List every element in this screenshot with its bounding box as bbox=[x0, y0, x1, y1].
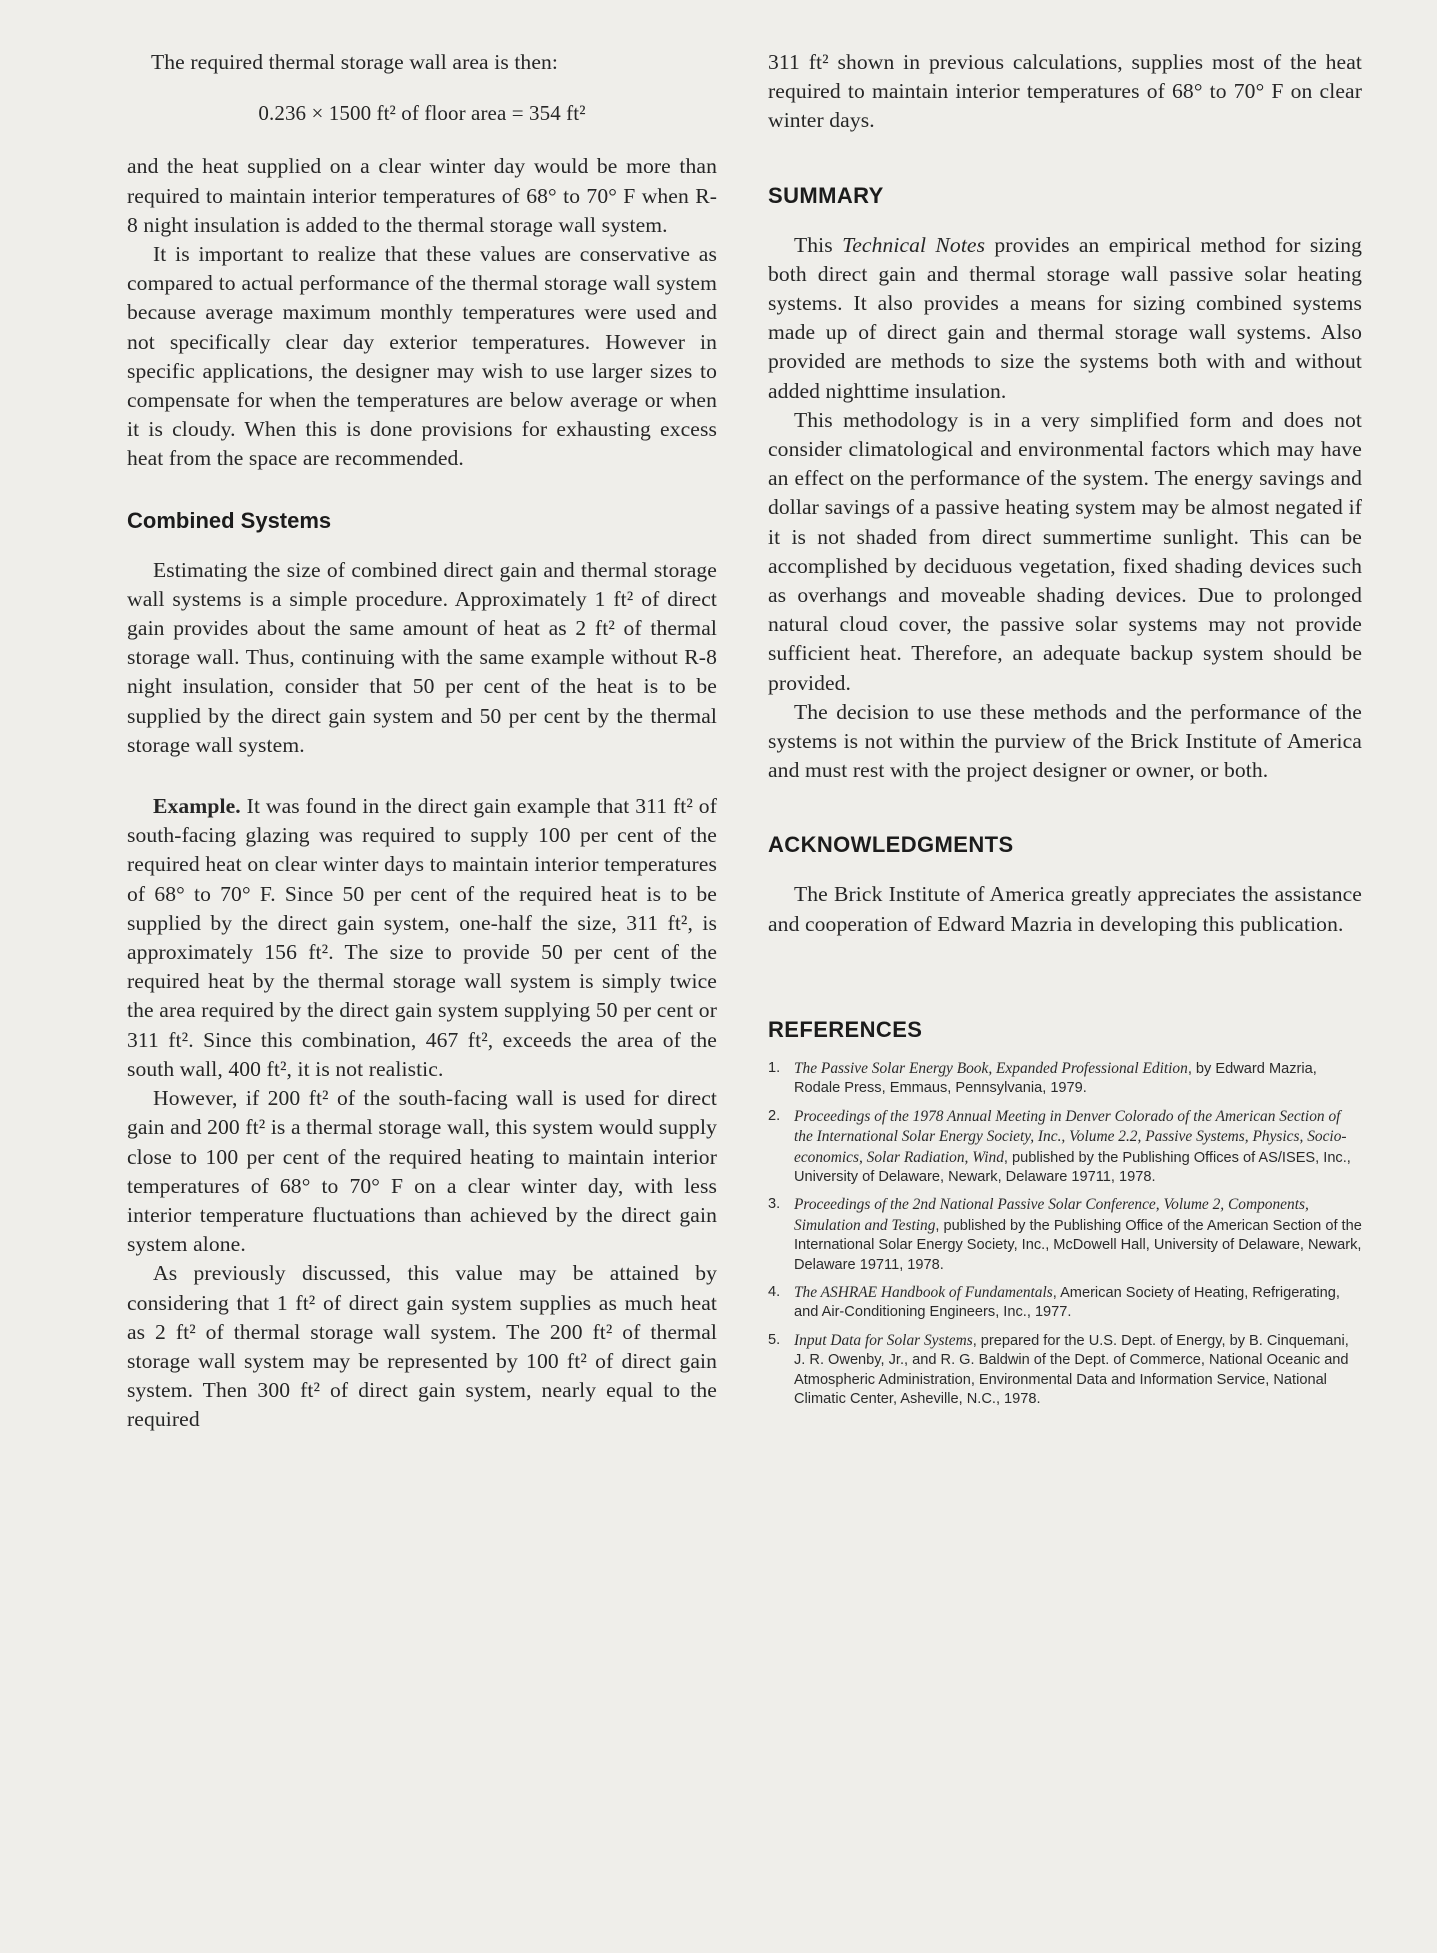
example-text: It was found in the direct gain example that 311 ft² of south-facing glazing was required to supply 100 per cent of the required heat on clear winter days to maintain interior temperatures of 68° to 70° F. Since 50 per cent of the required heat is to be supplied by the direct gain system, one-half the size, 311 ft², is approximately 156 ft². The size to provide 50 per cent of the required heat by the thermal storage wall system is simply twice the area required by the direct gain system supplying 50 per cent or 311 ft². Since this combination, 467 ft², exceeds the area of the south wall, 400 ft², it is not realistic. bbox=[127, 794, 717, 1081]
reference-number: 5. bbox=[768, 1331, 781, 1348]
heading-combined-systems: Combined Systems bbox=[127, 507, 332, 533]
reference-title: Proceedings of the 2nd National Passive Solar Conference, Volume 2, Components, Simulation and Testing bbox=[794, 1196, 1309, 1234]
reference-title: The Passive Solar Energy Book, Expanded Professional Edition bbox=[794, 1059, 1188, 1077]
reference-item bbox=[768, 1107, 1362, 1188]
references-list bbox=[768, 1059, 1362, 1410]
reference-item bbox=[768, 1195, 1362, 1275]
paragraph-continuation: 311 ft² shown in previous calculations, supplies most of the heat required to maintain interior temperatures of 68° to 70° F on clear winter days. bbox=[768, 50, 1362, 133]
paragraph-example bbox=[127, 792, 717, 1084]
heading-references: REFERENCES bbox=[768, 1016, 923, 1042]
reference-number: 1. bbox=[768, 1059, 781, 1076]
heading-summary: SUMMARY bbox=[768, 182, 884, 208]
reference-item bbox=[768, 1283, 1362, 1323]
reference-number: 4. bbox=[768, 1283, 781, 1300]
reference-number: 2. bbox=[768, 1107, 781, 1124]
summary-pre: This bbox=[794, 232, 843, 257]
paragraph-heat-supplied: and the heat supplied on a clear winter day would be more than required to maintain interior temperatures of 68° to 70° F when R-8 night insulation is added to the thermal storage wall system. bbox=[127, 154, 717, 237]
left-column bbox=[127, 48, 717, 1435]
paragraph-combined-systems: Estimating the size of combined direct gain and thermal storage wall systems is a simple procedure. Approximately 1 ft² of direct gain provides about the same amount of heat as 2 ft² of thermal storage wall. Thus, continuing with the same example without R-8 night insulation, consider that 50 per cent of the heat is to be supplied by the direct gain system and 50 per cent by the thermal storage wall system. bbox=[127, 557, 717, 757]
right-column bbox=[768, 48, 1362, 1417]
reference-details: , by Edward Mazria, Rodale Press, Emmaus, Pennsylvania, 1979. bbox=[794, 1060, 1317, 1097]
reference-details: , published by the Publishing Offices of AS/ISES, Inc., University of Delaware, Newark, Delaware 19711, 1978. bbox=[794, 1149, 1351, 1185]
reference-details: , published by the Publishing Office of the American Section of the International Solar Energy Society, Inc., McDowell Hall, University of Delaware, Newark, Delaware 19711, 1978. bbox=[794, 1217, 1362, 1273]
reference-item bbox=[768, 1059, 1362, 1099]
paragraph-summary-2: This methodology is in a very simplified form and does not consider climatological and environmental factors which may have an effect on the performance of the system. The energy savings and dollar savings of a passive heating system may be almost negated if it is not shaded from direct summertime sunlight. This can be accomplished by deciduous vegetation, fixed shading devices such as overhangs and moveable shading devices. Due to prolonged natural cloud cover, the passive solar systems may not provide sufficient heat. Therefore, an adequate backup system should be provided. bbox=[768, 407, 1362, 695]
heading-acknowledgments: ACKNOWLEDGMENTS bbox=[768, 832, 1014, 858]
intro-line: The required thermal storage wall area is then: bbox=[151, 50, 559, 74]
paragraph-summary-1 bbox=[768, 231, 1362, 406]
reference-number: 3. bbox=[768, 1196, 781, 1213]
reference-details: , prepared for the U.S. Dept. of Energy, by B. Cinquemani, J. R. Owenby, Jr., and R. G. Baldwin of the Dept. of Commerce, National Oceanic and Atmospheric Administration, Environmental Data and Information Service, National Climatic Center, Asheville, N.C., 1978. bbox=[794, 1332, 1349, 1407]
reference-details: , American Society of Heating, Refrigerating, and Air-Conditioning Engineers, Inc., 1977. bbox=[794, 1284, 1340, 1321]
paragraph-as-previously: As previously discussed, this value may be attained by considering that 1 ft² of direct gain system supplies as much heat as 2 ft² of thermal storage wall system. The 200 ft² of thermal storage wall system may be represented by 100 ft² of direct gain system. Then 300 ft² of direct gain system, nearly equal to the required bbox=[127, 1261, 717, 1432]
reference-title: Proceedings of the 1978 Annual Meeting in Denver Colorado of the American Section of the International Solar Energy Society, Inc., Volume 2.2, Passive Systems, Physics, Socio-economics, Solar Radiation, Wind bbox=[794, 1107, 1347, 1166]
paragraph-summary-3: The decision to use these methods and the performance of the systems is not within the purview of the Brick Institute of America and must rest with the project designer or owner, or both. bbox=[768, 699, 1362, 783]
paragraph-however: However, if 200 ft² of the south-facing wall is used for direct gain and 200 ft² is a thermal storage wall, this system would supply close to 100 per cent of the required heating to maintain interior temperatures of 68° to 70° F on a clear winter day, with less interior temperature fluctuations than achieved by the direct gain system alone. bbox=[127, 1086, 717, 1257]
paragraph-acknowledgments: The Brick Institute of America greatly appreciates the assistance and cooperation of Edward Mazria in developing this publication. bbox=[768, 882, 1362, 936]
summary-post: provides an empirical method for sizing both direct gain and thermal storage wall passive solar heating systems. It also provides a means for sizing combined systems made up of direct gain and thermal storage wall systems. Also provided are methods to size the systems both with and without added nighttime insulation. bbox=[768, 232, 1363, 403]
technical-notes-title: Technical Notes bbox=[842, 232, 986, 257]
reference-title: Input Data for Solar Systems bbox=[794, 1331, 973, 1349]
reference-title: The ASHRAE Handbook of Fundamentals bbox=[794, 1283, 1053, 1301]
paragraph-conservative-values: It is important to realize that these values are conservative as compared to actual performance of the thermal storage wall system because average maximum monthly temperatures were used and not specifically clear day exterior temperatures. However in specific applications, the designer may wish to use larger sizes to compensate for when the temperatures are below average or when it is cloudy. When this is done provisions for exhausting excess heat from the space are recommended. bbox=[127, 242, 717, 471]
area-formula: 0.236 × 1500 ft² of floor area = 354 ft² bbox=[258, 101, 586, 126]
example-label: Example. bbox=[153, 794, 241, 819]
reference-item bbox=[768, 1331, 1362, 1410]
